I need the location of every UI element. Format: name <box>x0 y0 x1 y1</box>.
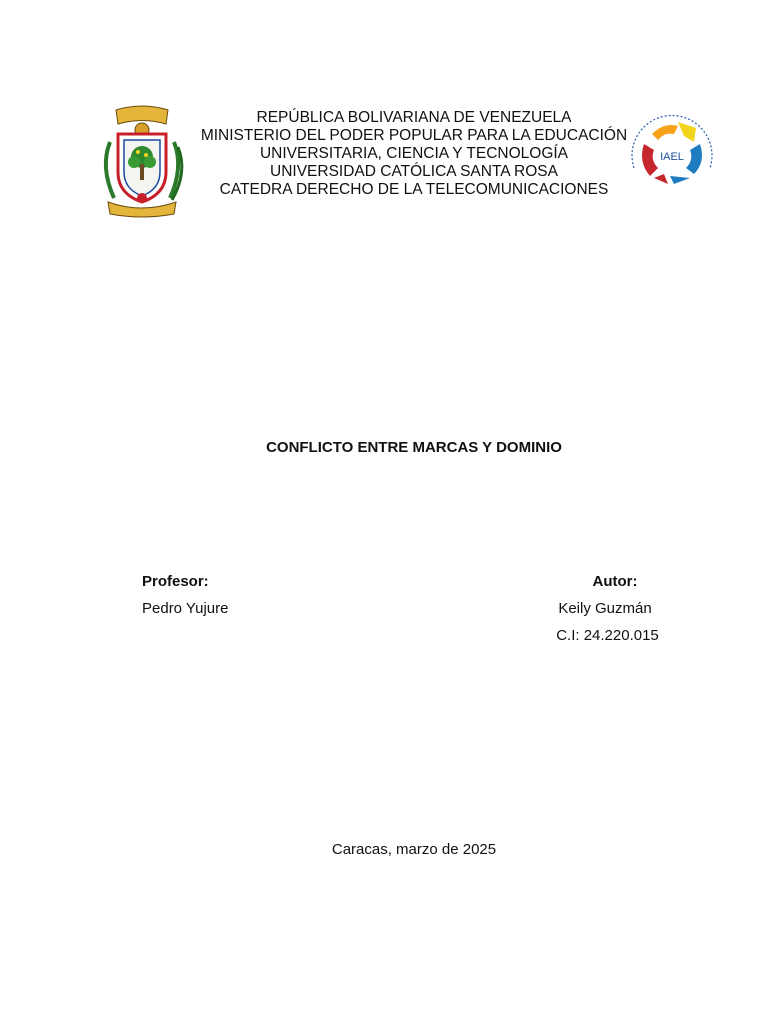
author-name: Keily Guzmán <box>558 600 652 617</box>
document-title: CONFLICTO ENTRE MARCAS Y DOMINIO <box>266 439 562 456</box>
university-crest-logo <box>88 102 196 220</box>
author-label: Autor: <box>592 573 638 590</box>
iael-logo <box>624 108 720 200</box>
author-id: C.I: 24.220.015 <box>556 627 659 644</box>
place-date: Caracas, marzo de 2025 <box>331 841 497 858</box>
header-line-ministry: MINISTERIO DEL PODER POPULAR PARA LA EDUCACIÓN <box>200 127 628 144</box>
header-line-university: UNIVERSIDAD CATÓLICA SANTA ROSA <box>270 163 558 180</box>
header-line-ministry-cont: UNIVERSITARIA, CIENCIA Y TECNOLOGÍA <box>259 145 569 162</box>
professor-label: Profesor: <box>142 573 209 590</box>
professor-name: Pedro Yujure <box>142 600 229 617</box>
header-line-republic: REPÚBLICA BOLIVARIANA DE VENEZUELA <box>256 109 572 126</box>
iael-logo-text: IAEL <box>660 151 684 163</box>
institution-header <box>200 109 628 199</box>
header-line-chair: CATEDRA DERECHO DE LA TELECOMUNICACIONES <box>219 181 609 198</box>
